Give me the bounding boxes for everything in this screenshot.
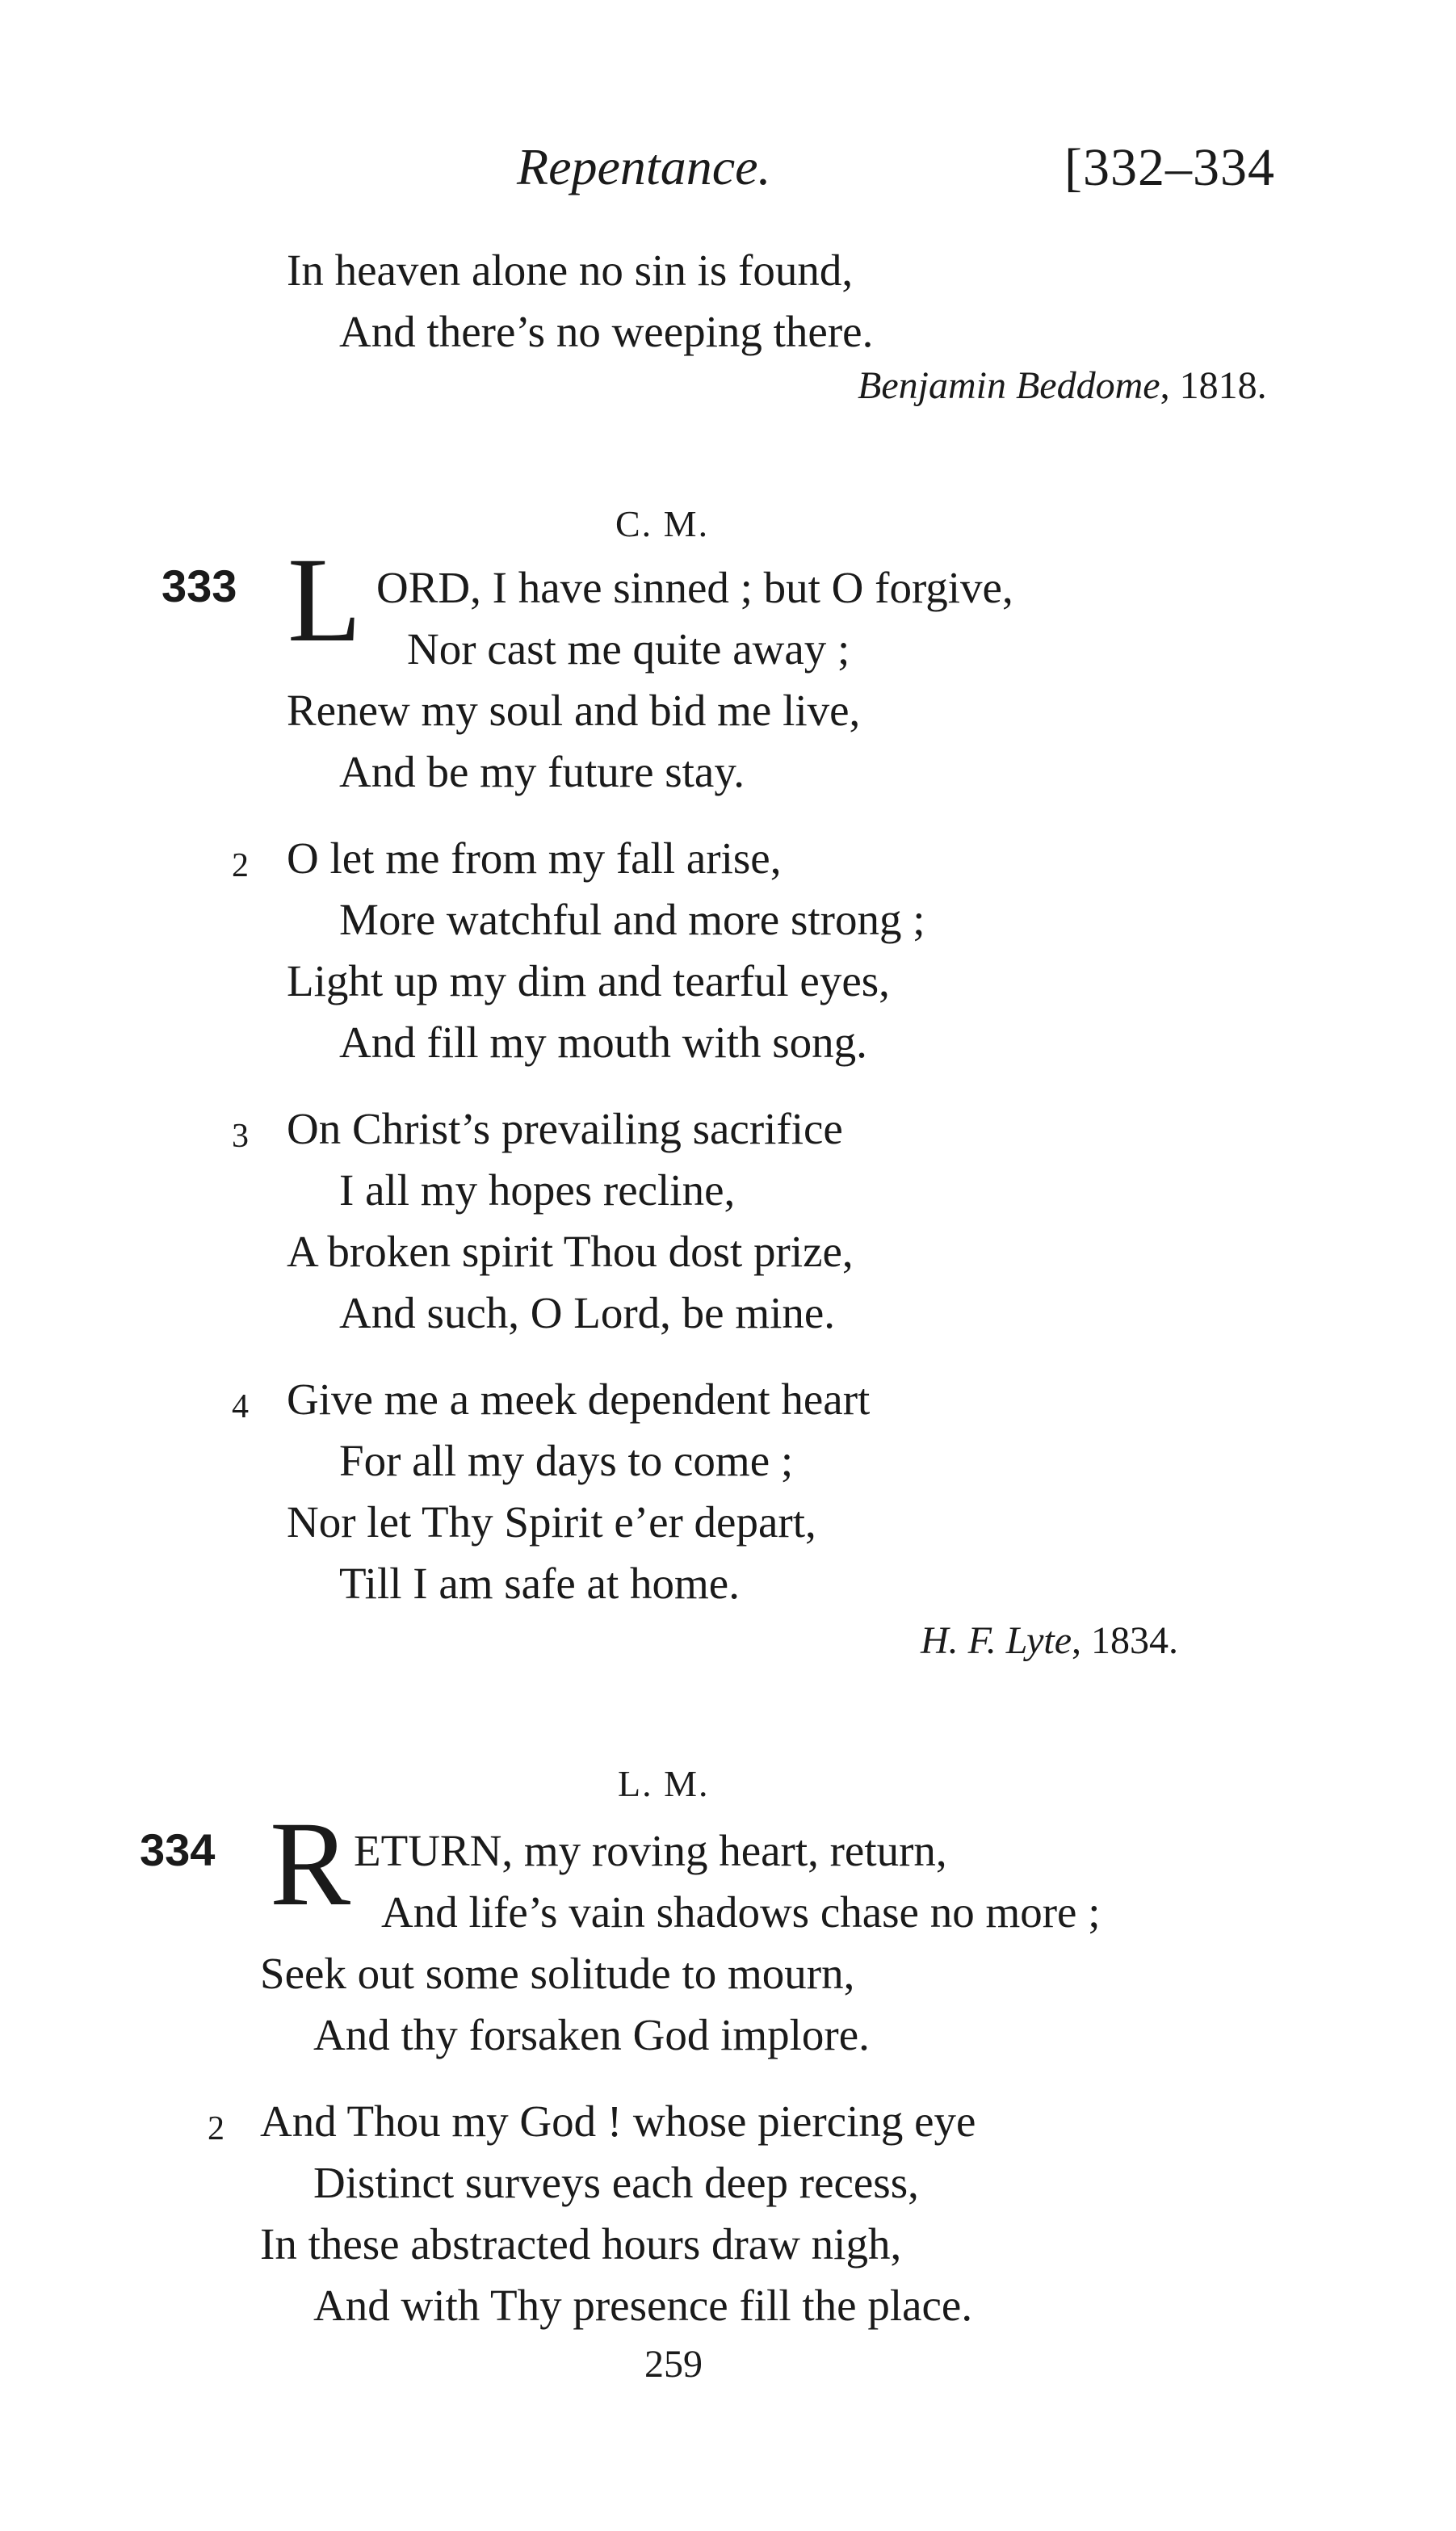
hymn-333-v4-line-3: Nor let Thy Spirit e’er depart,	[287, 1497, 816, 1547]
hymn-332-line-2: And there’s no weeping there.	[339, 307, 874, 356]
attribution-author: Benjamin Beddome	[858, 364, 1160, 407]
hymn-333-v2-line-4: And fill my mouth with song.	[339, 1018, 867, 1067]
hymn-334-drop-cap: R	[270, 1797, 351, 1931]
hymn-333-v4-line-2: For all my days to come ;	[339, 1436, 794, 1485]
hymn-333-v4-line-4: Till I am safe at home.	[339, 1559, 740, 1608]
hymn-334-v1-line-3: Seek out some solitude to mourn,	[260, 1949, 855, 1998]
hymn-334-meter: L. M.	[618, 1763, 710, 1804]
hymn-334-v2-line-3: In these abstracted hours draw nigh,	[260, 2219, 902, 2269]
running-header-title: Repentance.	[517, 138, 771, 195]
hymn-333-verse-2-number: 2	[232, 847, 249, 884]
hymn-333-number: 333	[162, 560, 237, 611]
hymn-333-v3-line-1: On Christ’s prevailing sacrifice	[287, 1104, 843, 1153]
hymn-332-line-1: In heaven alone no sin is found,	[287, 246, 854, 295]
hymn-332-attribution	[858, 363, 1267, 408]
hymn-334-v2-line-2: Distinct surveys each deep recess,	[313, 2158, 919, 2207]
page-number: 259	[644, 2343, 703, 2386]
hymn-333-meter: C. M.	[615, 503, 710, 544]
hymn-334-v2-line-1: And Thou my God ! whose piercing eye	[260, 2097, 976, 2146]
attribution-year: , 1834.	[1072, 1619, 1179, 1662]
hymn-334-verse-2-number: 2	[208, 2110, 224, 2147]
hymn-334-v1-line-4: And thy forsaken God implore.	[313, 2010, 870, 2059]
hymn-333-v4-line-1: Give me a meek dependent heart	[287, 1375, 871, 1424]
hymn-333-v2-line-3: Light up my dim and tearful eyes,	[287, 956, 890, 1005]
hymn-334-number: 334	[140, 1824, 216, 1875]
hymn-333-v3-line-2: I all my hopes recline,	[339, 1165, 736, 1215]
hymn-333-v1-line-1: ORD, I have sinned ; but O forgive,	[376, 563, 1013, 612]
hymn-333-drop-cap: L	[287, 533, 362, 667]
hymn-334-v1-line-1: ETURN, my roving heart, return,	[354, 1826, 947, 1875]
attribution-author: H. F. Lyte	[921, 1619, 1072, 1662]
hymn-333-v1-line-2: Nor cast me quite away ;	[407, 624, 850, 674]
hymn-333-v3-line-3: A broken spirit Thou dost prize,	[287, 1227, 854, 1276]
hymn-333-verse-4-number: 4	[232, 1388, 249, 1425]
hymn-333-v2-line-2: More watchful and more strong ;	[339, 895, 925, 944]
hymn-334-v1-line-2: And life’s vain shadows chase no more ;	[381, 1887, 1101, 1937]
running-header-hymn-range: [332–334	[1064, 138, 1275, 197]
hymn-333-v1-line-3: Renew my soul and bid me live,	[287, 686, 861, 735]
hymn-333-attribution	[921, 1618, 1178, 1663]
hymn-334-v2-line-4: And with Thy presence fill the place.	[313, 2281, 973, 2330]
hymn-333-v3-line-4: And such, O Lord, be mine.	[339, 1288, 836, 1337]
hymn-333-verse-3-number: 3	[232, 1118, 249, 1155]
hymn-333-v2-line-1: O let me from my fall arise,	[287, 833, 782, 883]
hymn-333-v1-line-4: And be my future stay.	[339, 747, 745, 796]
attribution-year: , 1818.	[1160, 364, 1267, 407]
